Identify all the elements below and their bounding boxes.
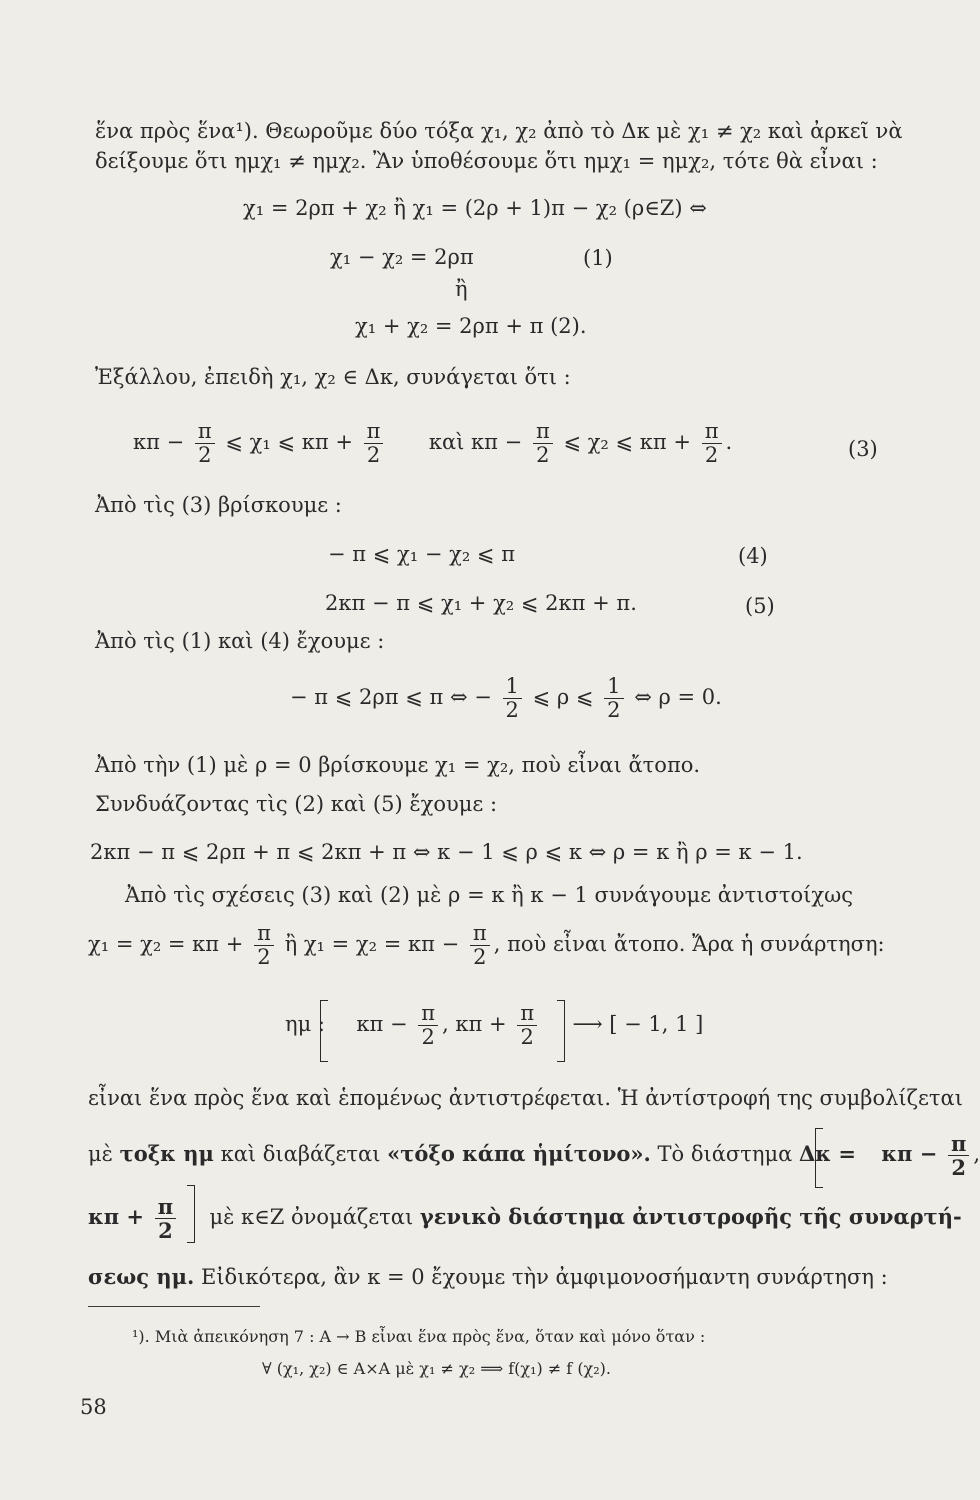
fraction-den: 2: [505, 698, 519, 723]
text-line: Συνδυάζοντας τὶς (2) καὶ (5) ἔχουμε :: [95, 792, 498, 816]
text-line: Ἀπὸ τὴν (1) μὲ ρ = 0 βρίσκουμε χ₁ = χ₂, ποὺ εἶναι ἄτοπο.: [95, 753, 701, 777]
bold-term: γενικὸ διάστημα ἀντιστροφῆς τῆς συναρτή-: [419, 1204, 962, 1230]
text-line: [88, 1264, 888, 1290]
fraction-num: π: [517, 1002, 537, 1026]
text-span: Εἰδικότερα, ἂν κ = 0 ἔχουμε τὴν ἀμφιμονοσήμαντη συνάρτηση :: [200, 1265, 888, 1289]
fraction: [604, 675, 623, 722]
text-line: Ἀπὸ τὶς σχέσεις (3) καὶ (2) μὲ ρ = κ ἢ κ − 1 συνάγουμε ἀντιστοίχως: [125, 883, 853, 907]
page-number: 58: [80, 1395, 107, 1419]
text-line: 2κπ − π ⩽ 2ρπ + π ⩽ 2κπ + π ⇔ κ − 1 ⩽ ρ ⩽ κ ⇔ ρ = κ ἢ ρ = κ − 1.: [90, 840, 803, 864]
equation: χ₁ = 2ρπ + χ₂ ἢ χ₁ = (2ρ + 1)π − χ₂ (ρ∈Z) ⇔: [243, 196, 707, 220]
bold-term: «τόξο κάπα ἡμίτονο».: [387, 1141, 651, 1167]
fraction-num: π: [418, 1002, 438, 1026]
fraction: [702, 420, 722, 467]
text-line: Ἀπὸ τὶς (3) βρίσκουμε :: [95, 493, 342, 517]
fraction-den: 2: [536, 443, 550, 468]
text-span: μὲ κ∈Z: [209, 1205, 285, 1230]
footnote: ∀ (χ₁, χ₂) ∈ Α×Α μὲ χ₁ ≠ χ₂ ⟹ f(χ₁) ≠ f (χ₂).: [262, 1359, 611, 1378]
eq-part: ⩽ χ₁ ⩽ κπ +: [225, 430, 353, 455]
bold-term: σεως ημ.: [88, 1264, 195, 1289]
fraction-num: π: [948, 1132, 969, 1156]
eq-part: , κπ +: [442, 1012, 507, 1037]
bold-term: κπ −: [881, 1141, 938, 1167]
equation: χ₁ − χ₂ = 2ρπ: [330, 245, 474, 269]
fraction-den: 2: [257, 945, 271, 970]
fraction-num: 1: [503, 675, 522, 699]
equation-number: (3): [848, 437, 878, 461]
eq-part: κπ −: [356, 1012, 408, 1037]
text-line: ἕνα πρὸς ἕνα¹). Θεωροῦμε δύο τόξα χ₁, χ₂ ἀπὸ τὸ Δκ μὲ χ₁ ≠ χ₂ καὶ ἀρκεῖ νὰ: [95, 119, 903, 143]
fraction-den: 2: [520, 1025, 534, 1050]
text-span: καὶ διαβάζεται: [220, 1142, 381, 1167]
fraction-den: 2: [158, 1218, 173, 1244]
fraction: [470, 922, 490, 969]
fraction-num: π: [195, 420, 215, 444]
eq-part: ⟶ [ − 1, 1 ]: [572, 1012, 704, 1037]
equation: [285, 1002, 703, 1049]
equation-number: (4): [738, 544, 768, 568]
text-line: Ἀπὸ τὶς (1) καὶ (4) ἔχουμε :: [95, 629, 385, 653]
eq-part: ἢ χ₁ = χ₂ = κπ −: [284, 932, 460, 957]
eq-part: κπ −: [133, 430, 185, 455]
equation: χ₁ + χ₂ = 2ρπ + π (2).: [355, 314, 587, 338]
fraction: [948, 1132, 969, 1179]
bold-term: Δκ =: [798, 1141, 856, 1167]
interval-bracket-right: [557, 1000, 565, 1062]
text-line: εἶναι ἕνα πρὸς ἕνα καὶ ἑπομένως ἀντιστρέφεται. Ἡ ἀντίστροφή της συμβολίζεται: [88, 1086, 963, 1110]
fraction: [364, 420, 384, 467]
fraction-num: π: [155, 1195, 176, 1219]
eq-part: καὶ κπ −: [428, 430, 523, 455]
fraction-num: π: [254, 922, 274, 946]
text-span: μὲ: [88, 1142, 113, 1167]
equation-number: (1): [583, 246, 613, 270]
eq-part: ημ :: [285, 1012, 325, 1037]
interval-bracket-left: [815, 1128, 823, 1188]
fraction: [155, 1195, 176, 1242]
text-line: [88, 922, 885, 969]
eq-part: − π ⩽ 2ρπ ⩽ π ⇔ −: [290, 685, 492, 710]
equation: 2κπ − π ⩽ χ₁ + χ₂ ⩽ 2κπ + π.: [325, 591, 637, 615]
eq-part: ⩽ χ₂ ⩽ κπ +: [563, 430, 691, 455]
fraction-num: 1: [604, 675, 623, 699]
equation: − π ⩽ χ₁ − χ₂ ⩽ π: [328, 542, 516, 566]
equation-number: (5): [745, 594, 775, 618]
eq-part: , ποὺ εἶναι ἄτοπο. Ἄρα ἡ συνάρτηση:: [493, 932, 885, 957]
text-span: Τὸ διάστημα: [657, 1142, 793, 1167]
footnote: ¹). Μιὰ ἀπεικόνηση 7 : Α → Β εἶναι ἕνα πρὸς ἕνα, ὅταν καὶ μόνο ὅταν :: [132, 1327, 706, 1346]
eq-part: χ₁ = χ₂ = κπ +: [88, 932, 244, 957]
interval-bracket-right: [187, 1185, 195, 1243]
fraction-num: π: [470, 922, 490, 946]
bold-term: κπ +: [88, 1204, 145, 1230]
fraction-den: 2: [951, 1155, 967, 1181]
fraction: [517, 1002, 537, 1049]
fraction-den: 2: [704, 443, 719, 468]
text-line: [88, 1195, 962, 1242]
fraction-den: 2: [421, 1025, 435, 1050]
fraction: [195, 420, 215, 467]
fraction-num: π: [533, 420, 553, 444]
conjunction: ἢ: [455, 277, 468, 301]
fraction-num: π: [702, 420, 722, 444]
text-line: Ἐξάλλου, ἐπειδὴ χ₁, χ₂ ∈ Δκ, συνάγεται ὅτι :: [95, 365, 571, 389]
fraction: [418, 1002, 438, 1049]
text-line: μὲ τοξκ ημ καὶ διαβάζεται «τόξο κάπα ἡμίτονο». Τὸ διάστημα Δκ = κπ − $\frac{\pi}{2}$ ,: [88, 1131, 980, 1181]
eq-part: ⩽ ρ ⩽: [532, 685, 594, 710]
eq-part: ⇔ ρ = 0.: [634, 685, 722, 710]
equation: [290, 675, 722, 722]
fraction: [533, 420, 553, 467]
fraction-den: 2: [198, 443, 212, 468]
fraction-den: 2: [473, 945, 487, 970]
footnote-rule: [88, 1306, 260, 1307]
fraction-den: 2: [366, 443, 381, 468]
fraction-num: π: [364, 420, 384, 444]
text-line: δείξουμε ὅτι ημχ₁ ≠ ημχ₂. Ἂν ὑποθέσουμε ὅτι ημχ₁ = ημχ₂, τότε θὰ εἶναι :: [95, 149, 878, 173]
equation: κπ − $\frac{\pi}{2}$ ⩽ χ₁ ⩽ κπ + $\frac{\pi}{2}$ καὶ κπ − $\frac{\pi}{2}$ ⩽ χ₂ ⩽ κπ + $\frac{\pi}{2}$ .: [133, 419, 733, 468]
text-span: ὀνομάζεται: [291, 1205, 414, 1230]
fraction: [503, 675, 522, 722]
interval-bracket-left: [320, 1000, 328, 1062]
bold-term: τοξκ ημ: [119, 1141, 214, 1167]
fraction-den: 2: [607, 698, 621, 723]
fraction: [254, 922, 274, 969]
